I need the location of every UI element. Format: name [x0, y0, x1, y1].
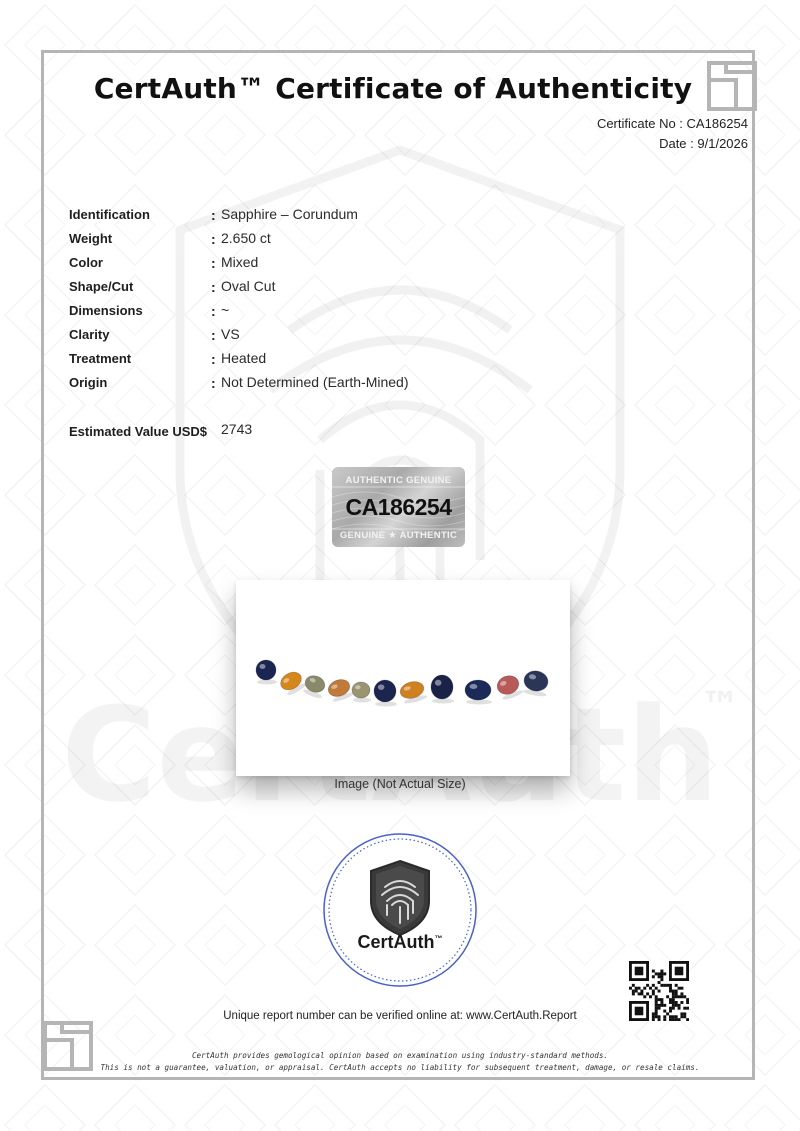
gemstone [256, 660, 277, 685]
field-colon: : [211, 327, 216, 343]
gemstone [352, 682, 371, 703]
field-value: ~ [221, 302, 230, 318]
field-color [69, 255, 569, 275]
svg-text:™: ™ [700, 684, 740, 730]
certificate-number-value: CA186254 [686, 116, 748, 131]
field-value: VS [221, 326, 240, 342]
field-label: Color [69, 255, 103, 270]
field-shape-cut [69, 279, 569, 299]
field-colon: : [211, 255, 216, 271]
field-value: Heated [221, 350, 267, 366]
field-label: Clarity [69, 327, 110, 342]
field-label: Weight [69, 231, 113, 246]
gemstone [326, 676, 355, 703]
disclaimer [50, 1050, 750, 1074]
field-value: Sapphire – Corundum [221, 206, 358, 222]
field-colon: : [211, 303, 216, 319]
seal-brand-text: CertAuth [357, 932, 435, 952]
gemstone [522, 669, 551, 697]
gemstone-photo [236, 580, 570, 776]
gemstone-image [236, 580, 570, 776]
field-value: 2.650 ct [221, 230, 271, 246]
gemstone [495, 672, 524, 701]
photo-caption: Image (Not Actual Size) [334, 777, 466, 791]
gemstone [431, 675, 454, 704]
hologram-bottom-text: GENUINE ★ AUTHENTIC [339, 530, 458, 541]
field-label: Treatment [69, 351, 132, 366]
hologram-sticker [332, 467, 465, 547]
field-label: Dimensions [69, 303, 143, 318]
certauth-seal [321, 831, 479, 989]
date-value: 9/1/2026 [697, 136, 748, 151]
verification-text: Unique report number can be verified online at: www.CertAuth.Report [223, 1010, 577, 1022]
field-colon: : [211, 279, 216, 295]
certificate-number [597, 116, 748, 131]
field-treatment [69, 351, 569, 371]
field-colon: : [211, 351, 216, 367]
gemstone [277, 668, 307, 697]
disclaimer-line-1: CertAuth provides gemological opinion based on examination using industry-standard methods. [191, 1051, 609, 1060]
seal-tm: ™ [434, 934, 443, 943]
field-value: Mixed [221, 254, 259, 270]
field-weight [69, 231, 569, 251]
estimated-value-label: Estimated Value USD$ [69, 424, 207, 439]
disclaimer-line-2: This is not a guarantee, valuation, or appraisal. CertAuth accepts no liability for subsequent treatment, damage, or resale claims. [100, 1063, 700, 1072]
field-identification [69, 207, 569, 227]
field-value: Oval Cut [221, 278, 276, 294]
field-label: Shape/Cut [69, 279, 134, 294]
field-origin [69, 375, 569, 395]
certificate-date [659, 136, 748, 151]
hologram-number: CA186254 [345, 494, 452, 520]
field-colon: : [211, 231, 216, 247]
gemstone [398, 679, 427, 705]
hologram-top-text: AUTHENTIC GENUINE [345, 475, 452, 486]
estimated-value: 2743 [221, 421, 253, 437]
field-colon: : [211, 375, 216, 391]
field-clarity [69, 327, 569, 347]
certificate-title: CertAuth™ Certificate of Authenticity [93, 72, 693, 105]
seal-brand [321, 932, 479, 953]
field-value: Not Determined (Earth-Mined) [221, 374, 409, 390]
gemstone [301, 673, 328, 699]
field-dimensions [69, 303, 569, 323]
field-colon: : [211, 207, 216, 223]
certificate-number-label: Certificate No : [596, 116, 683, 131]
field-label: Origin [69, 375, 108, 390]
gemstone [374, 680, 397, 707]
date-label: Date : [659, 136, 694, 151]
field-label: Identification [69, 207, 150, 222]
gemstone [465, 680, 492, 705]
